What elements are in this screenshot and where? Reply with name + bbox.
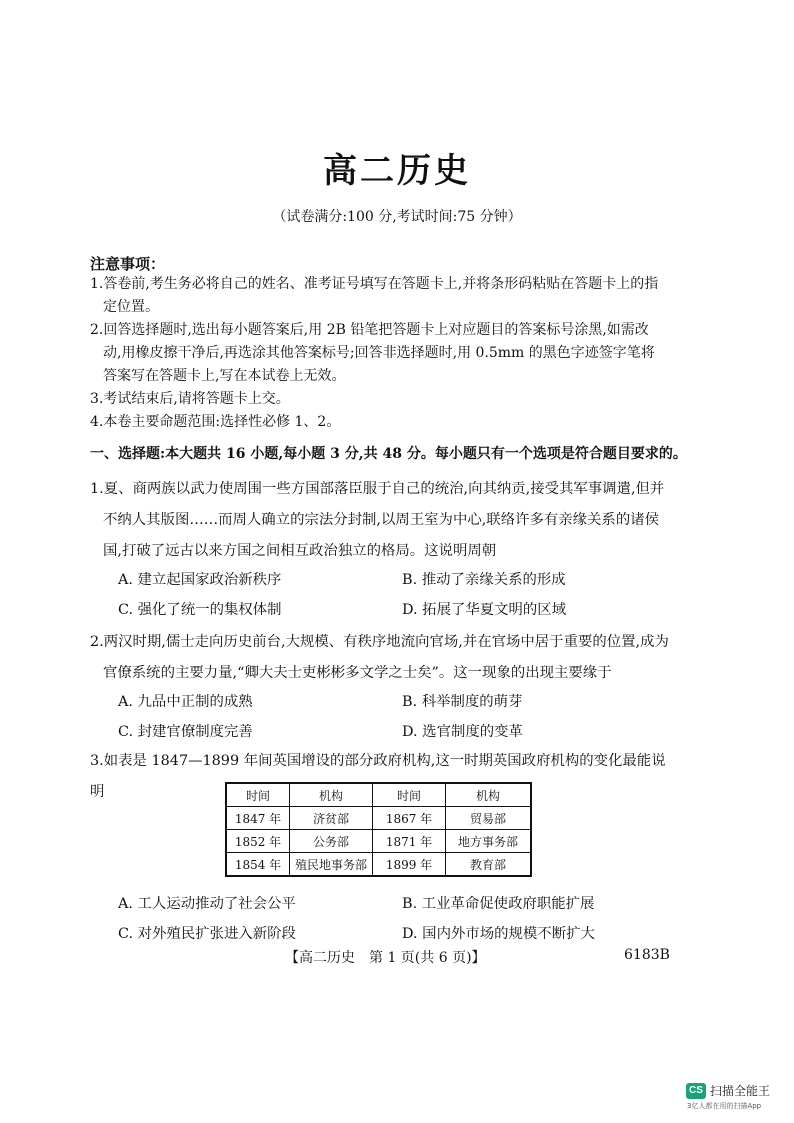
table-header: 时间	[226, 783, 290, 807]
table-row	[226, 830, 531, 853]
table-row	[226, 853, 531, 877]
question-line: 3.如表是 1847—1899 年间英国增设的部分政府机构,这一时期英国政府机构的变化最能说明	[90, 753, 666, 800]
camscanner-logo-icon: CS	[686, 1083, 706, 1099]
notice-heading: 注意事项：	[90, 255, 166, 273]
table-header: 时间	[373, 783, 446, 807]
scanner-tagline: 3亿人都在用的扫描App	[687, 1102, 762, 1110]
notice-line: 答案写在答题卡上,写在本试卷上无效。	[103, 368, 346, 384]
page-title: 高二历史	[323, 151, 471, 191]
notice-line: 4.本卷主要命题范围:选择性必修 1、2。	[90, 414, 341, 430]
scanner-app-name: 扫描全能王	[710, 1084, 771, 1098]
table-cell: 1852 年	[226, 830, 290, 853]
exam-info: （试卷满分:100 分,考试时间:75 分钟）	[272, 209, 522, 225]
page-number: 【高二历史 第 1 页(共 6 页)】	[285, 950, 486, 966]
paper-code: 6183B	[624, 947, 670, 963]
table-cell: 1854 年	[226, 853, 290, 877]
table-cell: 济贫部	[290, 807, 373, 830]
notice-line: 1.答卷前,考生务必将自己的姓名、准考证号填写在答题卡上,并将条形码粘贴在答题卡上的指	[90, 276, 659, 292]
option-b[interactable]: B. 推动了亲缘关系的形成	[402, 572, 566, 588]
table-header: 机构	[290, 783, 373, 807]
option-b[interactable]: B. 科举制度的萌芽	[402, 694, 523, 710]
table-cell: 1847 年	[226, 807, 290, 830]
notice-line: 定位置。	[103, 299, 159, 315]
table-header: 机构	[446, 783, 532, 807]
option-a[interactable]: A. 工人运动推动了社会公平	[118, 896, 296, 912]
option-d[interactable]: D. 拓展了华夏文明的区域	[402, 602, 567, 618]
table-row	[226, 807, 531, 830]
question-line: 1.夏、商两族以武力使周围一些方国部落臣服于自己的统治,向其纳贡,接受其军事调遣,但并	[90, 481, 665, 497]
table-cell: 殖民地事务部	[290, 853, 373, 877]
table-cell: 贸易部	[446, 807, 532, 830]
question-1-stem	[90, 474, 670, 567]
option-c[interactable]: C. 强化了统一的集权体制	[118, 602, 282, 618]
question-line: 国,打破了远古以来方国之间相互政治独立的格局。这说明周朝	[103, 543, 497, 559]
table-cell: 1899 年	[373, 853, 446, 877]
notice-line: 3.考试结束后,请将答题卡上交。	[90, 391, 290, 407]
question-line: 不纳人其版图……而周人确立的宗法分封制,以周王室为中心,联络许多有亲缘关系的诸侯	[103, 512, 659, 528]
table-cell: 公务部	[290, 830, 373, 853]
table-cell: 地方事务部	[446, 830, 532, 853]
option-a[interactable]: A. 建立起国家政治新秩序	[118, 572, 282, 588]
option-c[interactable]: C. 对外殖民扩张进入新阶段	[118, 926, 296, 942]
option-a[interactable]: A. 九品中正制的成熟	[118, 694, 253, 710]
table-cell: 1871 年	[373, 830, 446, 853]
section-heading: 一、选择题:本大题共 16 小题,每小题 3 分,共 48 分。每小题只有一个选项是符合题目要求的。	[90, 446, 687, 462]
government-agencies-table	[225, 782, 532, 877]
option-b[interactable]: B. 工业革命促使政府职能扩展	[402, 896, 595, 912]
table-header-row	[226, 783, 531, 807]
question-line: 官僚系统的主要力量,“卿大夫士吏彬彬多文学之士矣”。这一现象的出现主要缘于	[103, 665, 612, 681]
question-2-stem	[90, 627, 670, 689]
option-d[interactable]: D. 国内外市场的规模不断扩大	[402, 926, 595, 942]
table-cell: 1867 年	[373, 807, 446, 830]
notice-line: 2.回答选择题时,选出每小题答案后,用 2B 铅笔把答题卡上对应题目的答案标号涂黑,如需改	[90, 322, 649, 338]
option-d[interactable]: D. 选官制度的变革	[402, 724, 523, 740]
notice-line: 动,用橡皮擦干净后,再选涂其他答案标号;回答非选择题时,用 0.5mm 的黑色字迹签字笔将	[103, 345, 655, 361]
question-line: 2.两汉时期,儒士走向历史前台,大规模、有秩序地流向官场,并在官场中居于重要的位置,成为	[90, 634, 669, 650]
table-cell: 教育部	[446, 853, 532, 877]
option-c[interactable]: C. 封建官僚制度完善	[118, 724, 253, 740]
